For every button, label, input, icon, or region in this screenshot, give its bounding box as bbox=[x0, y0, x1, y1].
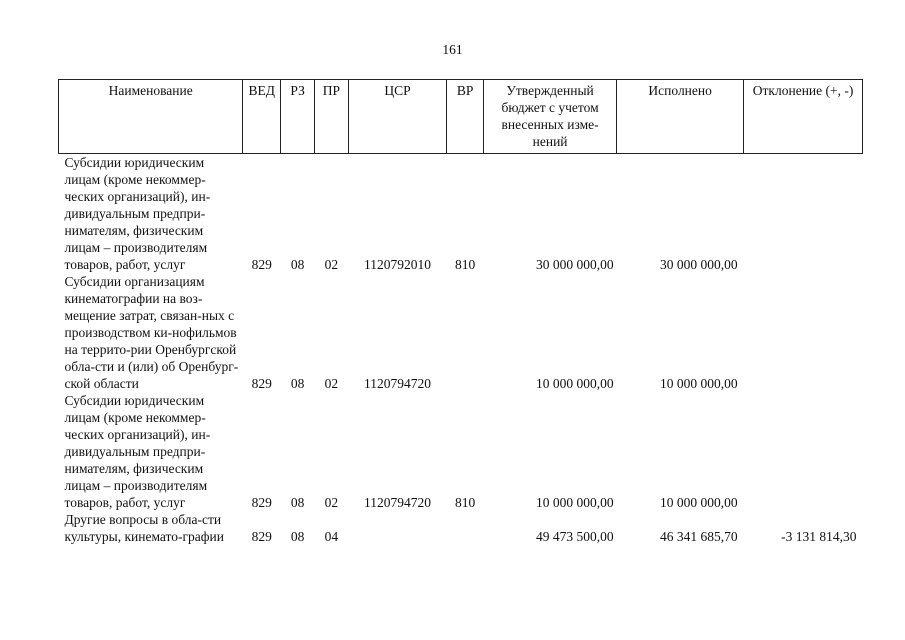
row-rz: 08 bbox=[290, 376, 305, 391]
row-executed: 46 341 685,70 bbox=[660, 529, 738, 544]
row-executed: 10 000 000,00 bbox=[660, 495, 738, 510]
header-approved: Утвержденный бюджет с учетом внесенных изме-нений bbox=[484, 80, 617, 154]
row-approved: 10 000 000,00 bbox=[536, 495, 614, 510]
header-csr: ЦСР bbox=[348, 80, 446, 154]
header-rz: РЗ bbox=[281, 80, 315, 154]
header-pr: ПР bbox=[315, 80, 349, 154]
header-vr: ВР bbox=[447, 80, 484, 154]
row-deviation bbox=[744, 392, 863, 511]
row-pr: 02 bbox=[324, 495, 339, 510]
row-rz: 08 bbox=[290, 495, 305, 510]
row-csr: 1120794720 bbox=[363, 376, 431, 391]
row-name: Субсидии организациям кинематографии на воз-мещение затрат, связан-ных с производством ки-нофильмов на террито-рии Оренбургской обла-сти и (или) об Оренбург-ской области bbox=[64, 274, 239, 391]
header-deviation: Отклонение (+, -) bbox=[744, 80, 863, 154]
row-approved: 30 000 000,00 bbox=[536, 257, 614, 272]
row-vr: 810 bbox=[454, 257, 476, 272]
row-rz: 08 bbox=[290, 529, 305, 544]
row-deviation bbox=[744, 154, 863, 274]
row-approved: 10 000 000,00 bbox=[536, 376, 614, 391]
row-ved: 829 bbox=[251, 529, 272, 544]
row-ved: 829 bbox=[251, 495, 272, 510]
row-ved: 829 bbox=[251, 257, 272, 272]
table-row bbox=[59, 511, 863, 545]
page-number: 161 bbox=[442, 42, 463, 57]
row-pr: 02 bbox=[324, 376, 339, 391]
table-header-row bbox=[59, 80, 863, 154]
row-name: Субсидии юридическим лицам (кроме некоммер-ческих организаций), ин-дивидуальным предпри-нимателям, физическим лицам – производителям товаров, работ, услуг bbox=[64, 393, 211, 510]
row-executed: 30 000 000,00 bbox=[660, 257, 738, 272]
header-name: Наименование bbox=[59, 80, 243, 154]
row-vr: 810 bbox=[454, 495, 476, 510]
table-row bbox=[59, 392, 863, 511]
row-approved: 49 473 500,00 bbox=[536, 529, 614, 544]
row-vr bbox=[447, 273, 484, 392]
row-csr: 1120792010 bbox=[363, 257, 431, 272]
row-name: Другие вопросы в обла-сти культуры, кинемато-графии bbox=[64, 512, 224, 544]
row-rz: 08 bbox=[290, 257, 305, 272]
table-row bbox=[59, 154, 863, 274]
table-row bbox=[59, 273, 863, 392]
header-ved: ВЕД bbox=[243, 80, 281, 154]
row-deviation bbox=[744, 273, 863, 392]
row-executed: 10 000 000,00 bbox=[660, 376, 738, 391]
row-ved: 829 bbox=[251, 376, 272, 391]
row-vr bbox=[447, 511, 484, 545]
row-pr: 02 bbox=[324, 257, 339, 272]
row-csr: 1120794720 bbox=[363, 495, 431, 510]
row-name: Субсидии юридическим лицам (кроме некоммер-ческих организаций), ин-дивидуальным предпри-нимателям, физическим лицам – производителям товаров, работ, услуг bbox=[64, 155, 211, 272]
row-deviation: -3 131 814,30 bbox=[781, 529, 857, 544]
row-pr: 04 bbox=[324, 529, 339, 544]
header-executed: Исполнено bbox=[617, 80, 744, 154]
row-csr bbox=[348, 511, 446, 545]
budget-table bbox=[58, 79, 863, 545]
